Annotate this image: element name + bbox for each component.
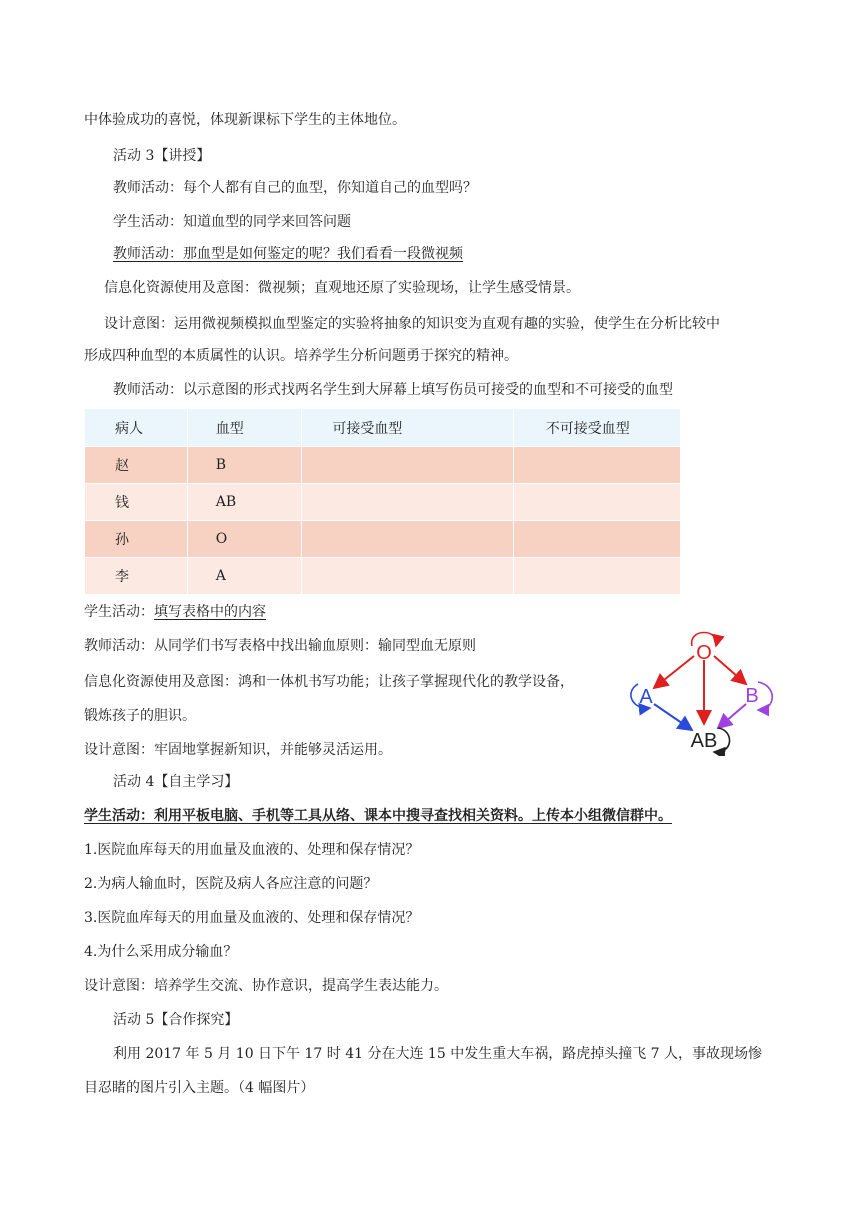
cell-patient: 钱 [85, 484, 188, 521]
cell-blood-type: A [187, 558, 302, 595]
activity-3-heading: 活动 3【讲授】 [113, 148, 211, 164]
design-intent-3: 设计意图：培养学生交流、协作意识，提高学生表达能力。 [84, 978, 448, 994]
blood-type-table [84, 408, 681, 595]
activity-4-heading: 活动 4【自主学习】 [113, 774, 239, 790]
student-activity-label: 学生活动： [84, 604, 154, 620]
table-row [85, 521, 681, 558]
cell-unacceptable [513, 484, 680, 521]
cell-blood-type: B [187, 447, 302, 484]
arrow-a-to-ab [654, 704, 692, 730]
design-intent-cont: 形成四种血型的本质属性的认识。培养学生分析问题勇于探究的精神。 [84, 348, 518, 364]
cell-unacceptable [513, 521, 680, 558]
cell-patient: 孙 [85, 521, 188, 558]
cell-blood-type: O [187, 521, 302, 558]
cell-patient: 李 [85, 558, 188, 595]
student-activity: 学生活动：知道血型的同学来回答问题 [113, 214, 351, 230]
cell-patient: 赵 [85, 447, 188, 484]
teacher-activity-diagram: 教师活动：以示意图的形式找两名学生到大屏幕上填写伤员可接受的血型和不可接受的血型 [113, 382, 673, 398]
header-acceptable: 可接受血型 [302, 409, 513, 447]
cell-acceptable [302, 521, 513, 558]
question-2: 2.为病人输血时，医院及病人各应注意的问题？ [84, 876, 378, 892]
header-blood-type: 血型 [187, 409, 302, 447]
transfusion-principle: 教师活动：从同学们书写表格中找出输血原则：输同型血无原则 [84, 638, 476, 654]
cell-acceptable [302, 484, 513, 521]
header-patient: 病人 [85, 409, 188, 447]
table-row [85, 484, 681, 521]
cell-acceptable [302, 447, 513, 484]
teacher-activity-video: 教师活动：那血型是如何鉴定的呢？我们看看一段微视频 [113, 246, 463, 262]
arrow-o-to-a [654, 656, 694, 688]
question-4: 4.为什么采用成分输血？ [84, 944, 238, 960]
node-ab: AB [690, 730, 718, 752]
teacher-activity: 教师活动：每个人都有自己的血型，你知道自己的血型吗？ [113, 180, 477, 196]
cell-unacceptable [513, 558, 680, 595]
student-activity-fill [84, 602, 266, 622]
question-1: 1.医院血库每天的用血量及血液的、处理和保存情况？ [84, 842, 420, 858]
loop-b [758, 682, 772, 710]
activity-5-heading: 活动 5【合作探究】 [113, 1012, 239, 1028]
arrow-o-to-b [714, 656, 746, 684]
blood-transfusion-diagram [628, 626, 780, 756]
cell-unacceptable [513, 447, 680, 484]
info-resource-device-cont: 锻炼孩子的胆识。 [84, 708, 196, 724]
student-activity-task: 填写表格中的内容 [154, 604, 266, 620]
activity-5-text-cont: 目忍睹的图片引入主题。（4 幅图片） [84, 1080, 315, 1096]
header-unacceptable: 不可接受血型 [513, 409, 680, 447]
table-header-row [85, 409, 681, 447]
paragraph-continuation: 中体验成功的喜悦，体现新课标下学生的主体地位。 [84, 112, 406, 128]
table-row [85, 447, 681, 484]
design-intent-2: 设计意图：牢固地掌握新知识，并能够灵活运用。 [84, 742, 392, 758]
student-activity-research: 学生活动：利用平板电脑、手机等工具从络、课本中搜寻查找相关资料。上传本小组微信群中。 [84, 808, 672, 824]
arrow-b-to-ab [718, 704, 746, 728]
table-row [85, 558, 681, 595]
info-resource-note: 信息化资源使用及意图：微视频；直观地还原了实验现场，让学生感受情景。 [104, 280, 580, 296]
cell-blood-type: AB [187, 484, 302, 521]
info-resource-device: 信息化资源使用及意图：鸿和一体机书写功能；让孩子掌握现代化的教学设备， [84, 674, 574, 690]
cell-acceptable [302, 558, 513, 595]
node-a: A [639, 686, 653, 708]
question-3: 3.医院血库每天的用血量及血液的、处理和保存情况？ [84, 910, 420, 926]
node-o: O [696, 642, 712, 664]
design-intent: 设计意图：运用微视频模拟血型鉴定的实验将抽象的知识变为直观有趣的实验，使学生在分析比较中 [104, 316, 720, 332]
activity-5-text: 利用 2017 年 5 月 10 日下午 17 时 41 分在大连 15 中发生重大车祸，路虎掉头撞飞 7 人，事故现场惨 [113, 1046, 763, 1062]
node-b: B [745, 685, 759, 707]
